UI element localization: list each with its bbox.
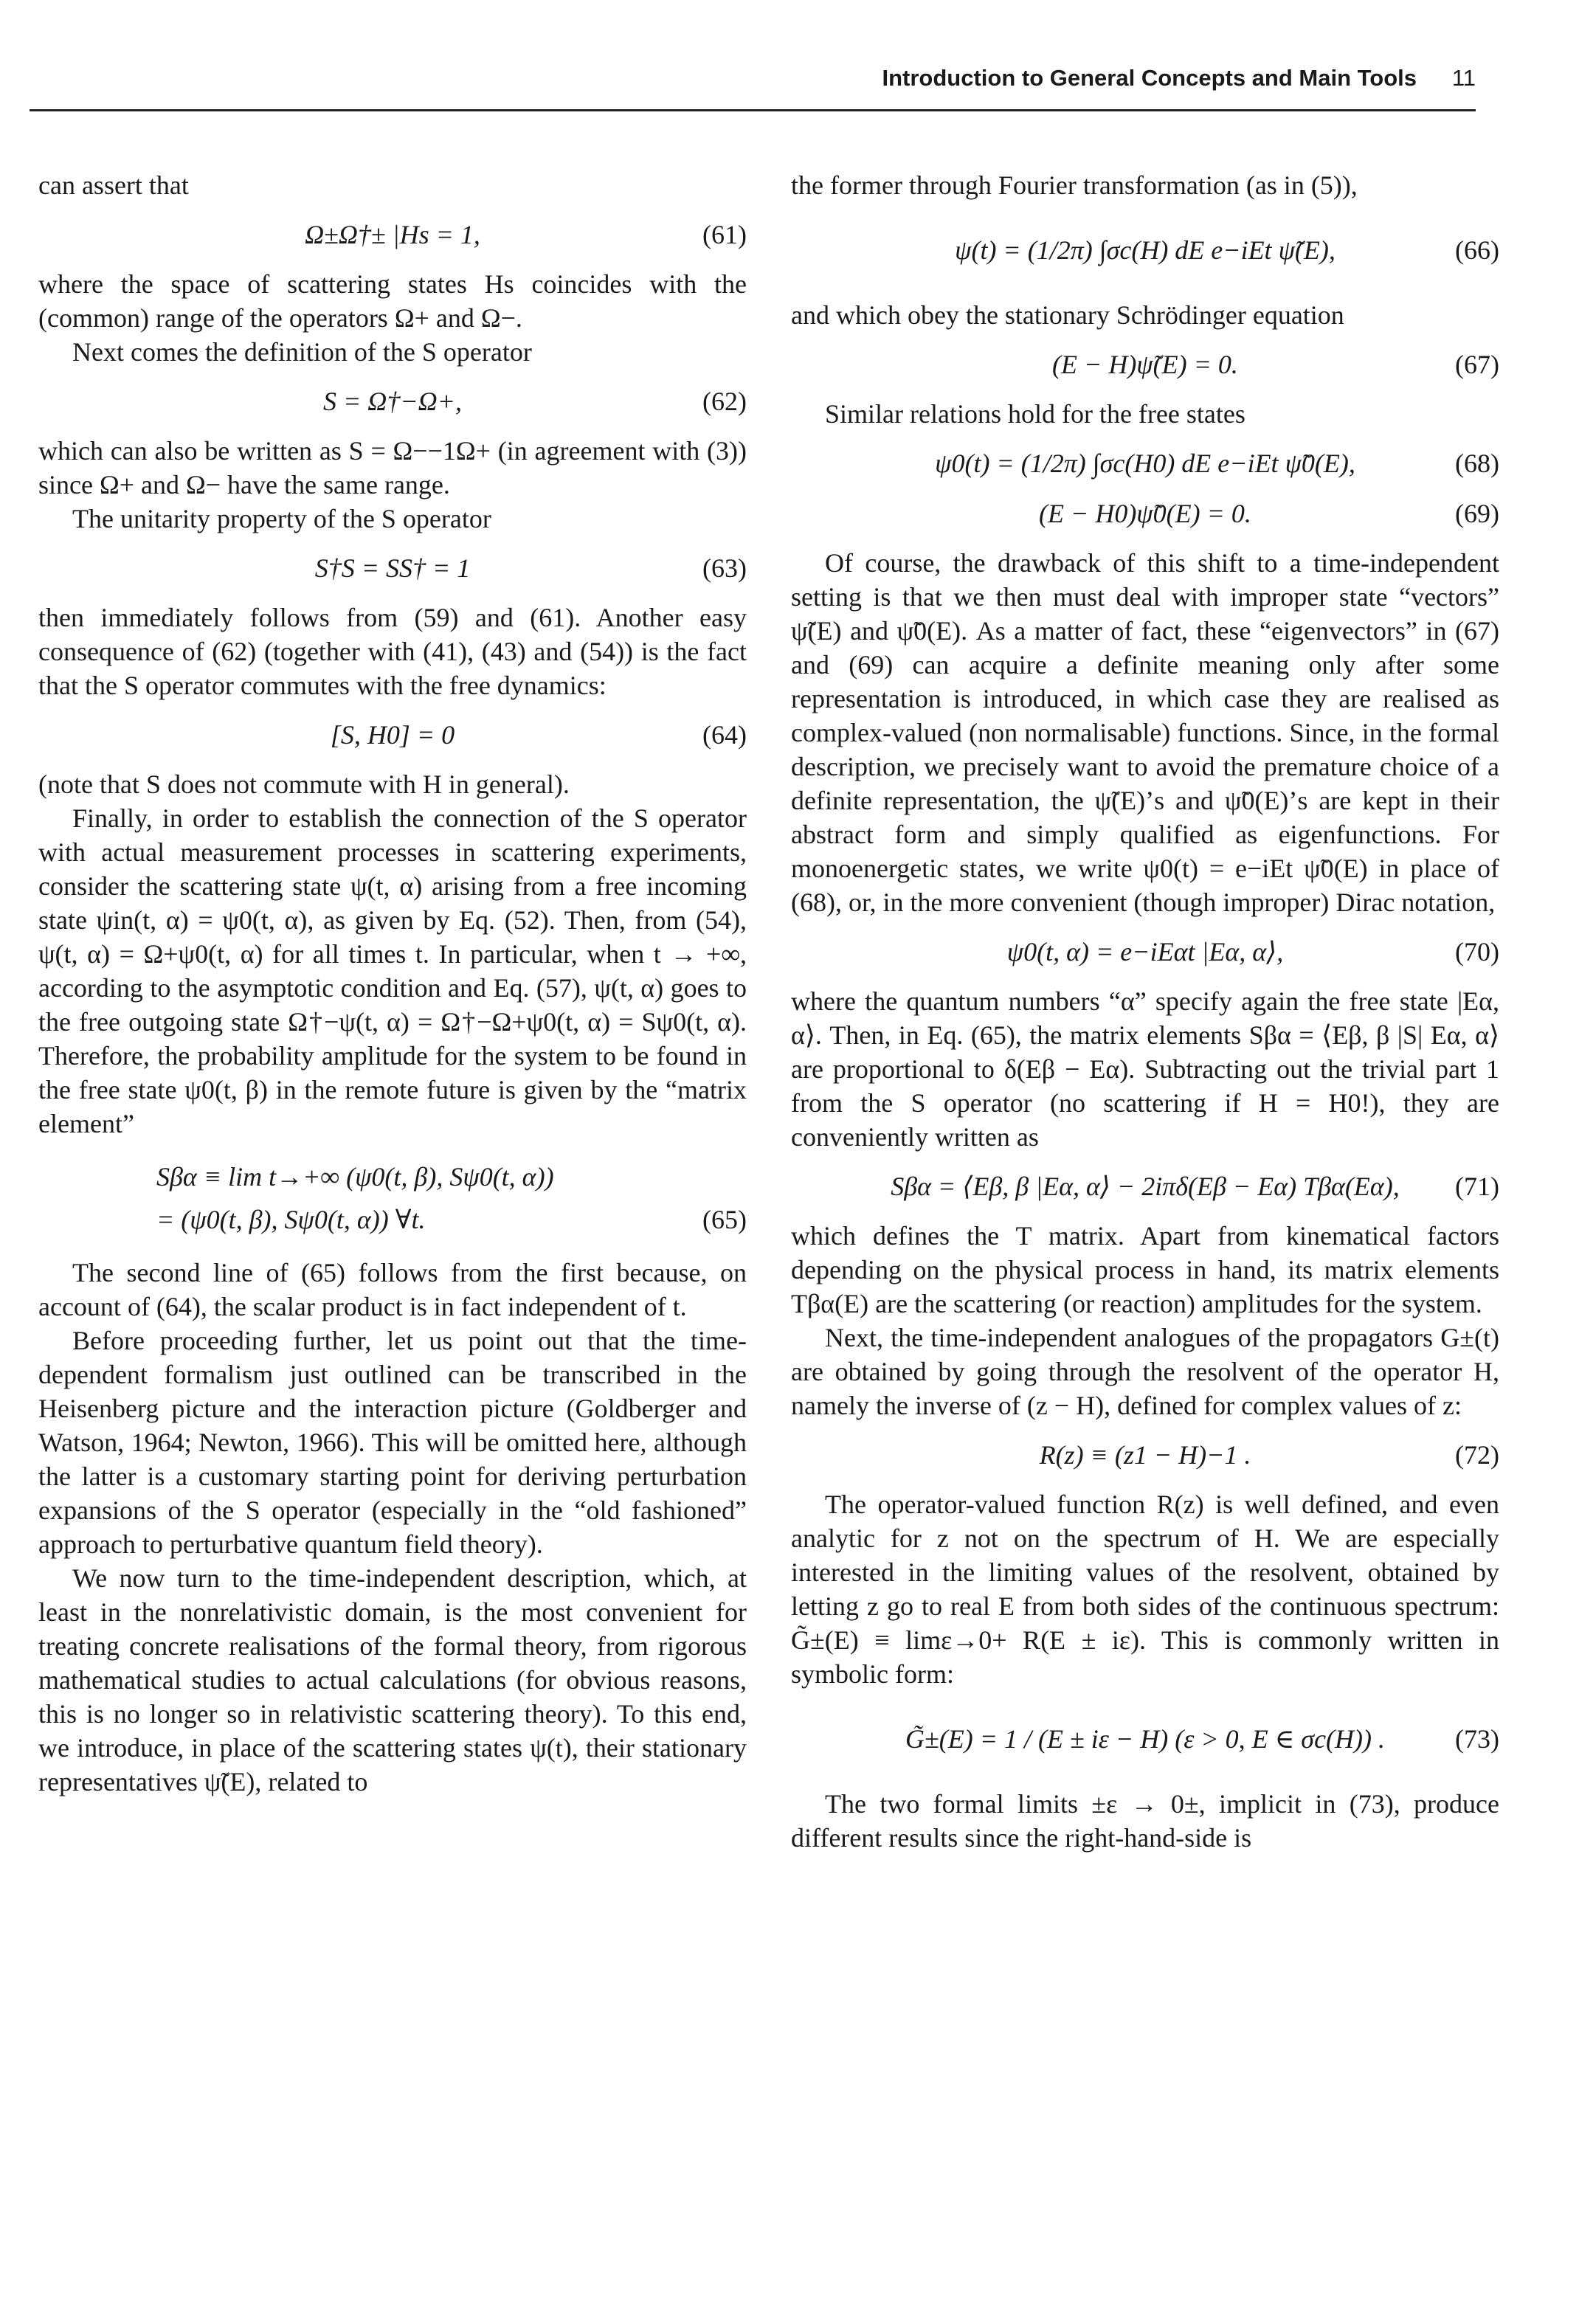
paragraph: where the space of scattering states Hs coincides with the (common) range of the operators Ω+ and Ω−. — [38, 269, 747, 333]
equation-70 — [791, 934, 1499, 969]
equation-71 — [791, 1169, 1499, 1204]
equation-body: R(z) ≡ (z1 − H)−1 . — [1039, 1440, 1251, 1470]
equation-number: (62) — [702, 387, 747, 416]
paragraph: and which obey the stationary Schrödinger equation — [791, 300, 1344, 330]
left-column — [38, 168, 747, 1799]
equation-69 — [791, 496, 1499, 531]
paragraph: We now turn to the time-independent description, which, at least in the nonrelativistic domain, is the most convenient for treating concrete realisations of the formal theory, from rigorous mathematical studies to actual calculations (for obvious reasons, this is no longer so in relativistic scattering theory). To this end, we introduce, in place of the scattering states ψ(t), their stationary representatives ψ̃(E), related to — [38, 1563, 747, 1796]
paragraph: can assert that — [38, 170, 189, 200]
equation-body: ψ0(t, α) = e−iEαt |Eα, α⟩, — [1006, 937, 1284, 966]
page-number: 11 — [1451, 65, 1476, 91]
paragraph: which can also be written as S = Ω−−1Ω+ (in agreement with (3)) since Ω+ and Ω− have the same range. — [38, 436, 747, 499]
equation-body: [S, H0] = 0 — [330, 720, 455, 750]
right-column — [791, 168, 1499, 1855]
equation-number: (69) — [1455, 499, 1499, 528]
paragraph: Similar relations hold for the free states — [825, 399, 1245, 429]
equation-68 — [791, 446, 1499, 481]
equation-body: Ω±Ω†± |Hs = 1, — [305, 220, 480, 249]
equation-number: (66) — [1455, 235, 1499, 265]
equation-67 — [791, 347, 1499, 382]
equation-62 — [38, 384, 747, 419]
equation-line: = (ψ0(t, β), Sψ0(t, α)) ∀t. — [156, 1205, 426, 1234]
equation-number: (61) — [702, 220, 747, 249]
equation-number: (72) — [1455, 1440, 1499, 1470]
equation-number: (67) — [1455, 350, 1499, 379]
equation-number: (64) — [702, 720, 747, 750]
paragraph: (note that S does not commute with H in general). — [38, 770, 570, 799]
paragraph: Of course, the drawback of this shift to a time-independent setting is that we then must deal with improper state “vectors” ψ̃(E) and ψ̃0(E). As a matter of fact, these “eigenvectors” in (67) and (69) can acquire a definite meaning only after some representation is introduced, in which case they are realised as complex-valued (non normalisable) functions. Since, in the formal description, we precisely want to avoid the premature choice of a definite representation, the ψ̃(E)’s and ψ̃0(E)’s are kept in their abstract form and simply qualified as eigenfunctions. For monoenergetic states, we write ψ0(t) = e−iEt ψ̃0(E) in place of (68), or, in the more convenient (though improper) Dirac notation, — [791, 548, 1499, 917]
equation-body: (E − H0)ψ̃0(E) = 0. — [1039, 499, 1251, 528]
equation-body: S†S = SS† = 1 — [314, 553, 471, 583]
paragraph: where the quantum numbers “α” specify again the free state |Eα, α⟩. Then, in Eq. (65), the matrix elements Sβα = ⟨Eβ, β |S| Eα, α⟩ are proportional to δ(Eβ − Eα). Subtracting out the trivial part 1 from the S operator (no scattering if H = H0!), they are conveniently written as — [791, 986, 1499, 1152]
paragraph: then immediately follows from (59) and (61). Another easy consequence of (62) (together with (41), (43) and (54)) is the fact that the S operator commutes with the free dynamics: — [38, 603, 747, 700]
paragraph: which defines the T matrix. Apart from kinematical factors depending on the physical process in hand, its matrix elements Tβα(E) are the scattering (or reaction) amplitudes for the system. — [791, 1221, 1499, 1318]
equation-number: (68) — [1455, 449, 1499, 478]
equation-number: (73) — [1455, 1724, 1499, 1754]
equation-body: Sβα = ⟨Eβ, β |Eα, α⟩ − 2iπδ(Eβ − Eα) Tβα(Eα), — [891, 1172, 1400, 1201]
running-head: Introduction to General Concepts and Main Tools — [882, 65, 1417, 91]
equation-body: ψ0(t) = (1/2π) ∫σc(H0) dE e−iEt ψ̃0(E), — [935, 449, 1355, 478]
equation-body: ψ(t) = (1/2π) ∫σc(H) dE e−iEt ψ̃(E), — [955, 235, 1336, 265]
paragraph: The unitarity property of the S operator — [72, 504, 491, 533]
equation-64 — [38, 717, 747, 753]
equation-number: (63) — [702, 553, 747, 583]
equation-body: G̃±(E) = 1 / (E ± iε − H) (ε > 0, E ∈ σc(H)) . — [905, 1724, 1386, 1754]
equation-72 — [791, 1437, 1499, 1473]
equation-body: S = Ω†−Ω+, — [323, 387, 462, 416]
equation-line: Sβα ≡ lim t→+∞ (ψ0(t, β), Sψ0(t, α)) — [156, 1162, 554, 1192]
paragraph: Next, the time-independent analogues of the propagators G±(t) are obtained by going through the resolvent of the operator H, namely the inverse of (z − H), defined for complex values of z: — [791, 1323, 1499, 1420]
paragraph: Finally, in order to establish the connection of the S operator with actual measurement processes in scattering experiments, consider the scattering state ψ(t, α) arising from a free incoming state ψin(t, α) = ψ0(t, α), as given by Eq. (52). Then, from (54), ψ(t, α) = Ω+ψ0(t, α) for all times t. In particular, when t → +∞, according to the asymptotic condition and Eq. (57), ψ(t, α) goes to the free outgoing state Ω†−ψ(t, α) = Ω†−Ω+ψ0(t, α) = Sψ0(t, α). Therefore, the probability amplitude for the system to be found in the free state ψ0(t, β) in the remote future is given by the “matrix element” — [38, 803, 747, 1138]
equation-body: (E − H)ψ̃(E) = 0. — [1052, 350, 1238, 379]
equation-number: (70) — [1455, 937, 1499, 966]
header-rule — [30, 109, 1476, 111]
paragraph: the former through Fourier transformation (as in (5)), — [791, 170, 1358, 200]
paragraph: Next comes the definition of the S operator — [72, 337, 532, 367]
equation-66 — [791, 217, 1499, 283]
equation-73 — [791, 1706, 1499, 1772]
equation-63 — [38, 550, 747, 586]
equation-number: (71) — [1455, 1172, 1499, 1201]
equation-65 — [38, 1155, 747, 1241]
equation-61 — [38, 217, 747, 252]
page-header — [30, 65, 1476, 109]
paragraph: The operator-valued function R(z) is well defined, and even analytic for z not on the spectrum of H. We are especially interested in the limiting values of the resolvent, obtained by letting z go to real E from both sides of the continuous spectrum: G̃±(E) ≡ limε→0+ R(E ± iε). This is commonly written in symbolic form: — [791, 1490, 1499, 1689]
paragraph: The two formal limits ±ε → 0±, implicit in (73), produce different results since the right-hand-side is — [791, 1789, 1499, 1853]
paragraph: The second line of (65) follows from the first because, on account of (64), the scalar product is in fact independent of t. — [38, 1258, 747, 1321]
paragraph: Before proceeding further, let us point out that the time-dependent formalism just outlined can be transcribed in the Heisenberg picture and the interaction picture (Goldberger and Watson, 1964; Newton, 1966). This will be omitted here, although the latter is a customary starting point for deriving perturbation expansions of the S operator (especially in the “old fashioned” approach to perturbative quantum field theory). — [38, 1326, 747, 1559]
equation-number: (65) — [702, 1205, 747, 1234]
